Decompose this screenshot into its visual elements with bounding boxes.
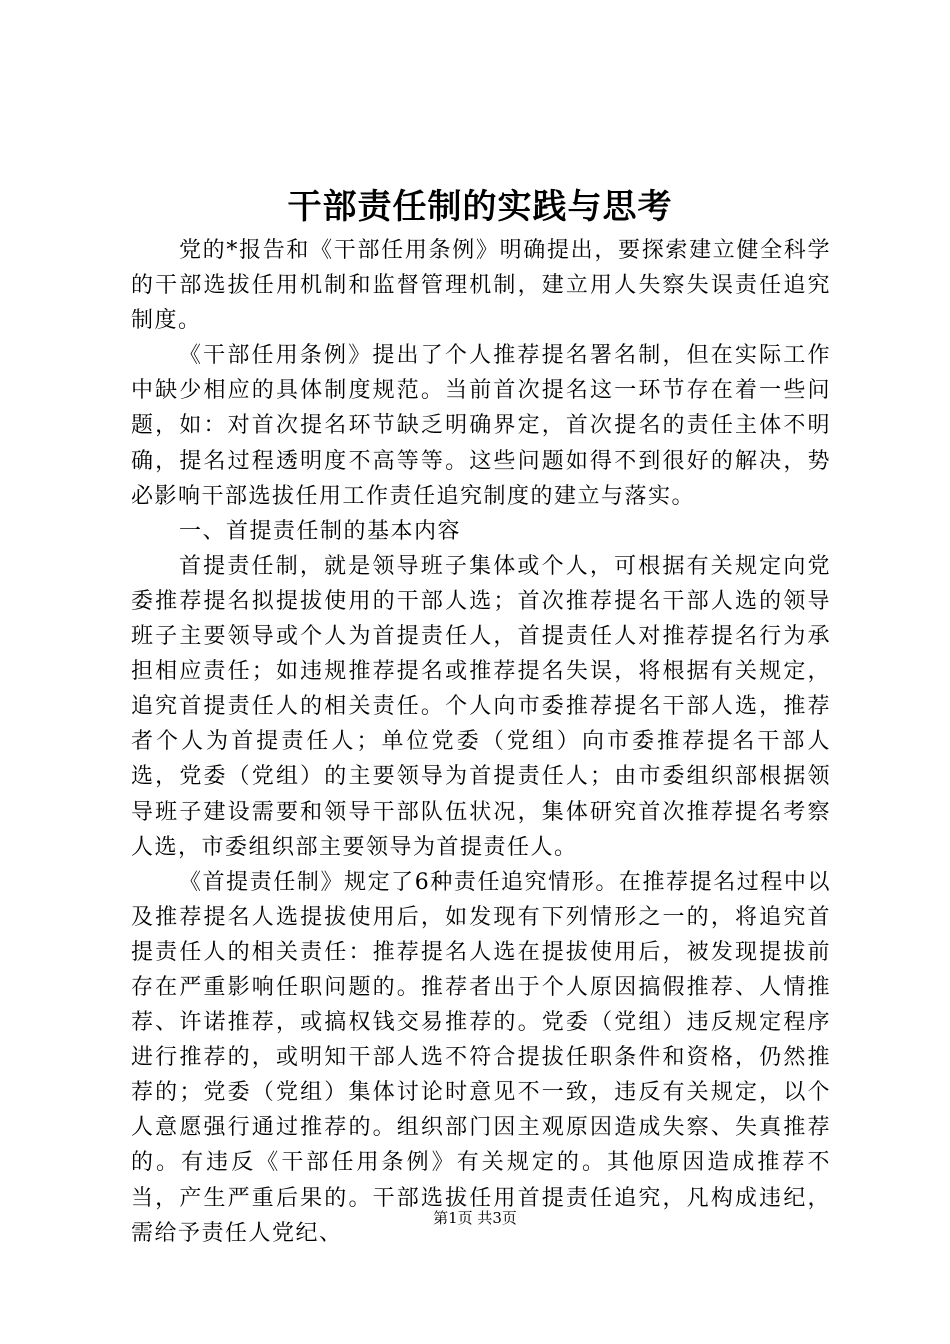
paragraph-problem: 《干部任用条例》提出了个人推荐提名署名制，但在实际工作中缺少相应的具体制度规范。当前首次提名这一环节存在着一些问题，如：对首次提名环节缺乏明确界定，首次提名的责任主体不明确，提名过程透明度不高等等。这些问题如得不到很好的解决，势必影响干部选拔任用工作责任追究制度的建立与落实。 (131, 343, 831, 509)
document-title: 干部责任制的实践与思考 (287, 187, 673, 227)
paragraph-intro: 党的*报告和《干部任用条例》明确提出，要探索建立健全科学的干部选拔任用机制和监督管理机制，建立用人失察失误责任追究制度。 (131, 238, 831, 334)
paragraph-definition: 首提责任制，就是领导班子集体或个人，可根据有关规定向党委推荐提名拟提拔使用的干部人选；首次推荐提名干部人选的领导班子主要领导或个人为首提责任人，首提责任人对推荐提名行为承担相应责任；如违规推荐提名或推荐提名失误，将根据有关规定，追究首提责任人的相关责任。个人向市委推荐提名干部人选，推荐者个人为首提责任人；单位党委（党组）向市委推荐提名干部人选，党委（党组）的主要领导为首提责任人；由市委组织部根据领导班子建设需要和领导干部队伍状况，集体研究首次推荐提名考察人选，市委组织部主要领导为首提责任人。 (131, 553, 831, 860)
paragraph-accountability: 《首提责任制》规定了6种责任追究情形。在推荐提名过程中以及推荐提名人选提拔使用后，如发现有下列情形之一的，将追究首提责任人的相关责任：推荐提名人选在提拔使用后，被发现提拔前存在严重影响任职问题的。推荐者出于个人原因搞假推荐、人情推荐、许诺推荐，或搞权钱交易推荐的。党委（党组）违反规定程序进行推荐的，或明知干部人选不符合提拔任职条件和资格，仍然推荐的；党委（党组）集体讨论时意见不一致，违反有关规定，以个人意愿强行通过推荐的。组织部门因主观原因造成失察、失真推荐的。有违反《干部任用条例》有关规定的。其他原因造成推荐不当，产生严重后果的。干部选拔任用首提责任追究，凡构成违纪，需给予责任人党纪、 (131, 869, 831, 1246)
document-body (131, 233, 831, 1251)
page-number: 第1页 共3页 (433, 1209, 517, 1227)
section-heading: 一、首提责任制的基本内容 (179, 518, 462, 544)
